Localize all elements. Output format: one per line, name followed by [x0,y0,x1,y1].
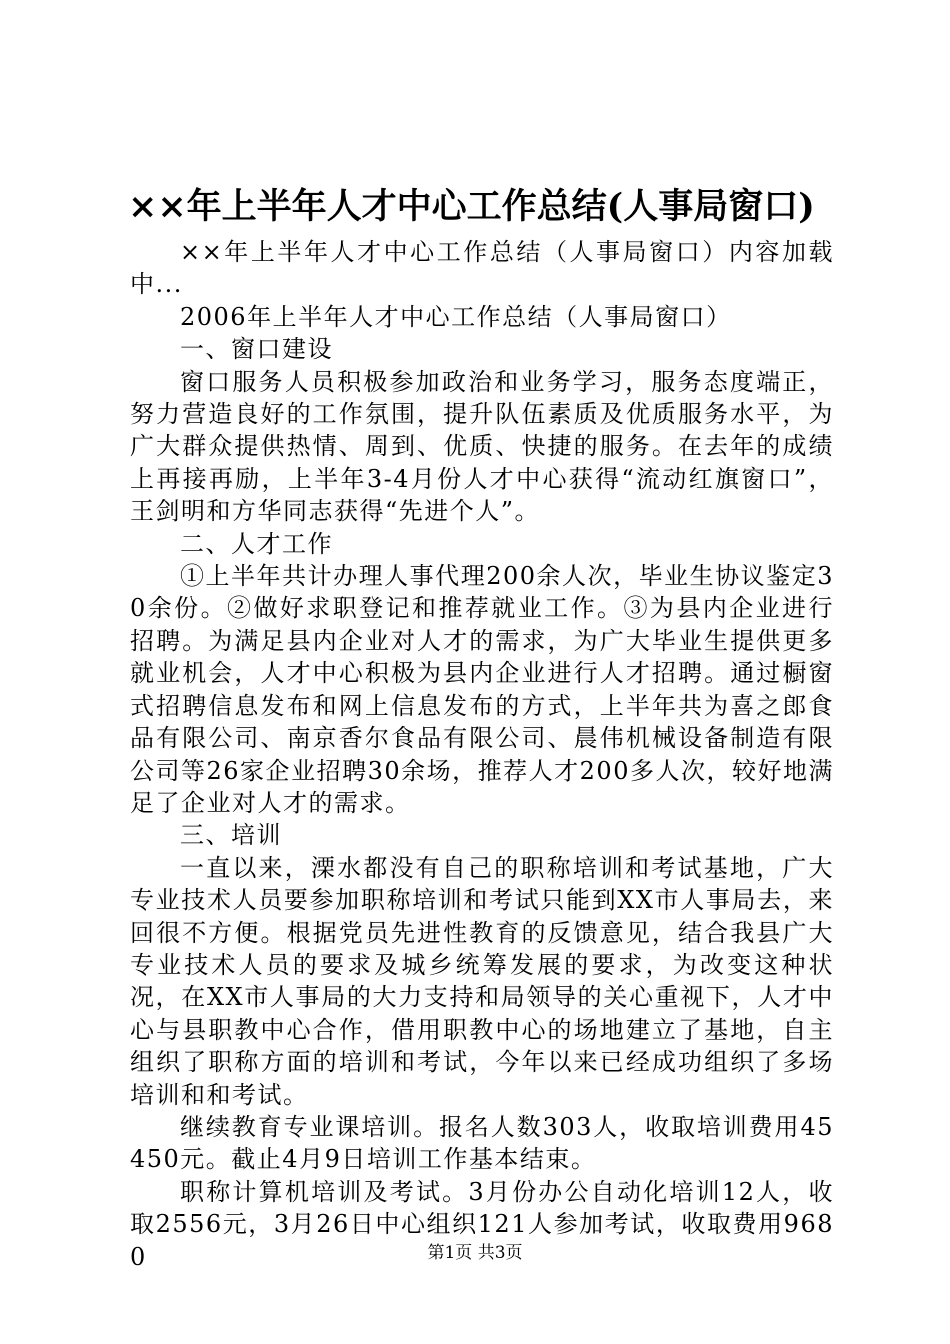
document-title: ××年上半年人才中心工作总结(人事局窗口) [128,186,815,227]
document-subtitle: 2006年上半年人才中心工作总结（人事局窗口） [180,302,732,331]
section-heading-window: 一、窗口建设 [180,335,333,364]
page-number-footer: 第1页 共3页 [427,1243,523,1263]
document-body [130,236,834,1273]
body-paragraph: ①上半年共计办理人事代理200余人次，毕业生协议鉴定30余份。②做好求职登记和推荐就业工作。③为县内企业进行招聘。为满足县内企业对人才的需求，为广大毕业生提供更多就业机会，人才中心积极为县内企业进行人才招聘。通过橱窗式招聘信息发布和网上信息发布的方式，上半年共为喜之郎食品有限公司、南京香尔食品有限公司、晨伟机械设备制造有限公司等26家企业招聘30余场，推荐人才200多人次，较好地满足了企业对人才的需求。 [130,562,834,817]
body-paragraph: 窗口服务人员积极参加政治和业务学习，服务态度端正，努力营造良好的工作氛围，提升队伍素质及优质服务水平，为广大群众提供热情、周到、优质、快捷的服务。在去年的成绩上再接再励，上半年3-4月份人才中心获得“流动红旗窗口”，王剑明和方华同志获得“先进个人”。 [130,367,834,526]
body-paragraph: 职称计算机培训及考试。3月份办公自动化培训12人，收取2556元，3月26日中心组织121人参加考试，收取费用9680 [130,1177,834,1271]
loading-notice-paragraph: ××年上半年人才中心工作总结（人事局窗口）内容加载中... [130,238,834,299]
section-heading-talent: 二、人才工作 [180,529,333,558]
body-paragraph: 继续教育专业课培训。报名人数303人，收取培训费用45450元。截止4月9日培训工作基本结束。 [130,1112,834,1174]
section-heading-training: 三、培训 [180,821,282,850]
body-paragraph: 一直以来，溧水都没有自己的职称培训和考试基地，广大专业技术人员要参加职称培训和考试只能到XX市人事局去，来回很不方便。根据党员先进性教育的反馈意见，结合我县广大专业技术人员的要求及城乡统筹发展的要求，为改变这种状况，在XX市人事局的大力支持和局领导的关心重视下，人才中心与县职教中心合作，借用职教中心的场地建立了基地，自主组织了职称方面的培训和考试，今年以来已经成功组织了多场培训和和考试。 [130,853,834,1109]
